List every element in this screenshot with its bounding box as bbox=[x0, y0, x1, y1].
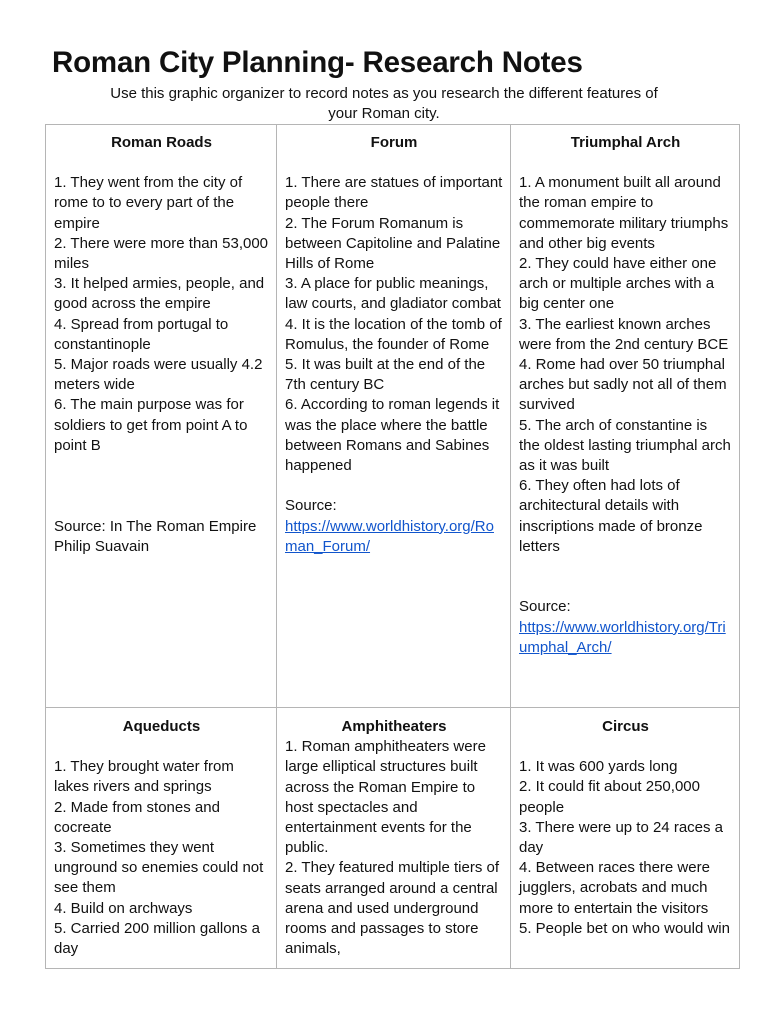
note-item: 1. They went from the city of rome to to every part of the empire bbox=[54, 174, 243, 232]
note-item: 2. There were more than 53,000 miles bbox=[54, 234, 269, 273]
note-item: 6. The main purpose was for soldiers to get from point A to point B bbox=[54, 396, 248, 454]
note-item: 3. It helped armies, people, and good across the empire bbox=[54, 275, 265, 313]
note-item: 2. The Forum Romanum is between Capitoline and Palatine Hills of Rome bbox=[285, 214, 501, 273]
cell-forum bbox=[277, 125, 511, 708]
note-item: 2. They featured multiple tiers of seats arranged around a central arena and used underground rooms and passages to store animals, bbox=[285, 859, 499, 958]
cell-heading: Triumphal Arch bbox=[570, 134, 681, 151]
note-item: 2. Made from stones and cocreate bbox=[54, 798, 220, 836]
source-link-forum[interactable]: https://www.worldhistory.org/Roman_Forum/ bbox=[285, 517, 494, 555]
note-item: 5. The arch of constantine is the oldest lasting triumphal arch as it was built bbox=[519, 416, 731, 475]
note-item: 5. People bet on who would win bbox=[519, 919, 730, 937]
note-item: 2. It could fit about 250,000 people bbox=[519, 778, 700, 816]
note-item: 1. They brought water from lakes rivers and springs bbox=[54, 758, 234, 796]
note-item: 1. It was 600 yards long bbox=[519, 758, 678, 776]
cell-heading: Forum bbox=[370, 134, 418, 151]
cell-heading: Circus bbox=[602, 718, 649, 735]
note-item: 6. According to roman legends it was the place where the battle between Romans and Sabines happened bbox=[285, 396, 500, 475]
organizer-row bbox=[46, 125, 740, 708]
cell-amphitheaters bbox=[277, 708, 511, 969]
page-title: Roman City Planning- Research Notes bbox=[52, 46, 583, 79]
note-item: 3. There were up to 24 races a day bbox=[519, 818, 724, 857]
note-item: 3. The earliest known arches were from the 2nd century BCE bbox=[519, 315, 729, 353]
cell-circus bbox=[511, 708, 740, 969]
note-item: 3. Sometimes they went unground so enemies could not see them bbox=[54, 839, 264, 897]
cell-aqueducts bbox=[46, 708, 277, 969]
source-label: Source: bbox=[285, 497, 337, 515]
graphic-organizer-table bbox=[45, 124, 740, 969]
cell-heading: Roman Roads bbox=[111, 134, 212, 151]
note-item: 5. Carried 200 million gallons a day bbox=[54, 919, 260, 958]
note-item: 4. Rome had over 50 triumphal arches but sadly not all of them survived bbox=[519, 356, 727, 414]
source-label: Source: In The Roman Empire Philip Suavain bbox=[54, 517, 257, 555]
source-link-triumphal-arch[interactable]: https://www.worldhistory.org/Triumphal_Arch/ bbox=[519, 618, 726, 656]
page-subtitle: Use this graphic organizer to record notes as you research the different features of your Roman city. bbox=[110, 85, 658, 122]
note-item: 4. Between races there were jugglers, acrobats and much more to entertain the visitors bbox=[519, 859, 710, 917]
cell-roman-roads bbox=[46, 125, 277, 708]
cell-heading: Aqueducts bbox=[122, 718, 201, 735]
note-item: 4. Spread from portugal to constantinople bbox=[54, 315, 229, 353]
note-item: 3. A place for public meanings, law courts, and gladiator combat bbox=[285, 275, 501, 313]
cell-heading: Amphitheaters bbox=[341, 718, 447, 735]
note-item: 1. A monument built all around the roman empire to commemorate military triumphs and other big events bbox=[519, 174, 729, 252]
note-item: 2. They could have either one arch or multiple arches with a big center one bbox=[519, 255, 717, 313]
note-item: 4. Build on archways bbox=[54, 899, 193, 917]
note-item: 1. There are statues of important people there bbox=[285, 174, 503, 212]
note-item: 1. Roman amphitheaters were large elliptical structures built across the Roman Empire to host spectacles and entertainment events for the public. bbox=[285, 738, 486, 857]
source-label: Source: bbox=[519, 598, 571, 616]
note-item: 5. Major roads were usually 4.2 meters wide bbox=[54, 356, 263, 394]
cell-triumphal-arch bbox=[511, 125, 740, 708]
note-item: 5. It was built at the end of the 7th century BC bbox=[285, 356, 486, 394]
organizer-row bbox=[46, 708, 740, 969]
note-item: 4. It is the location of the tomb of Romulus, the founder of Rome bbox=[285, 315, 502, 353]
note-item: 6. They often had lots of architectural details with inscriptions made of bronze letters bbox=[519, 477, 703, 555]
